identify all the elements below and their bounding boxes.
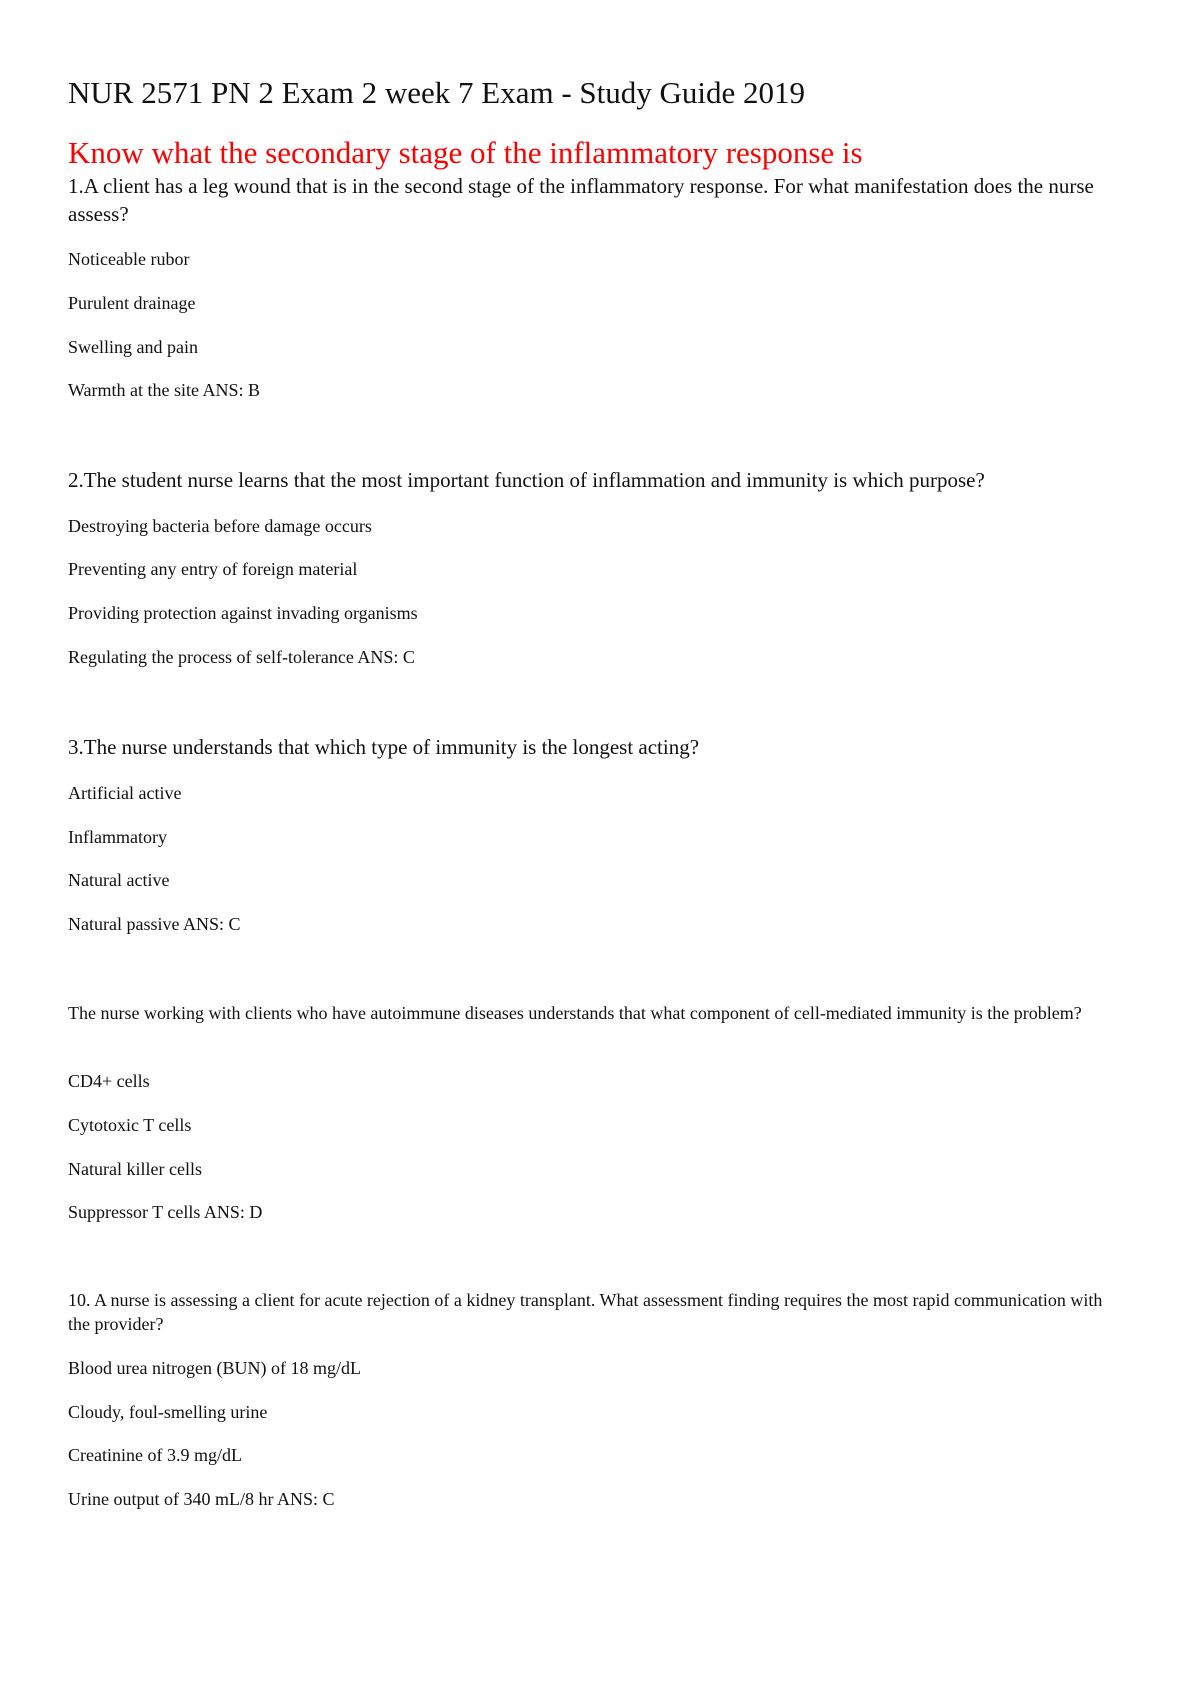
- question-3-option-c: Natural active: [68, 870, 170, 890]
- question-2-option-d: [68, 645, 415, 669]
- question-3-option-a: Artificial active: [68, 783, 182, 803]
- question-10-option-a: Blood urea nitrogen (BUN) of 18 mg/dL: [68, 1358, 361, 1378]
- question-4-option-d: [68, 1200, 262, 1224]
- question-4-option-c: Natural killer cells: [68, 1159, 202, 1179]
- option-label: Warmth at the site: [68, 380, 200, 400]
- option-label: Suppressor T cells: [68, 1202, 201, 1222]
- option-label: Natural passive: [68, 914, 180, 934]
- option-label: Regulating the process of self-tolerance: [68, 647, 354, 667]
- question-3-option-b: Inflammatory: [68, 827, 167, 847]
- answer-key: ANS: D: [203, 1202, 263, 1222]
- document-title: NUR 2571 PN 2 Exam 2 week 7 Exam - Study Guide 2019: [68, 75, 806, 110]
- question-10-text: 10. A nurse is assessing a client for acute rejection of a kidney transplant. What assessment finding requires the most rapid communication with the provider?: [68, 1290, 1103, 1334]
- question-4-text: The nurse working with clients who have autoimmune diseases understands that what component of cell-mediated immunity is the problem?: [68, 1003, 1082, 1023]
- answer-key: ANS: B: [202, 380, 261, 400]
- question-4-option-b: Cytotoxic T cells: [68, 1115, 192, 1135]
- question-10-option-b: Cloudy, foul-smelling urine: [68, 1402, 268, 1422]
- question-4-option-a: CD4+ cells: [68, 1071, 150, 1091]
- question-1-option-b: Purulent drainage: [68, 293, 196, 313]
- option-label: Urine output of 340 mL/8 hr: [68, 1489, 274, 1509]
- question-3-text: 3.The nurse understands that which type of immunity is the longest acting?: [68, 735, 700, 759]
- section-heading: Know what the secondary stage of the inflammatory response is: [68, 135, 863, 170]
- question-1-option-a: Noticeable rubor: [68, 249, 190, 269]
- question-2-option-c: Providing protection against invading organisms: [68, 603, 418, 623]
- question-10-option-c: Creatinine of 3.9 mg/dL: [68, 1445, 242, 1465]
- question-3-option-d: [68, 912, 241, 936]
- question-1-option-d: [68, 378, 260, 402]
- answer-key: ANS: C: [357, 647, 415, 667]
- question-2-text: 2.The student nurse learns that the most important function of inflammation and immunity is which purpose?: [68, 468, 985, 492]
- question-2-option-b: Preventing any entry of foreign material: [68, 559, 358, 579]
- answer-key: ANS: C: [182, 914, 241, 934]
- question-1-option-c: Swelling and pain: [68, 337, 198, 357]
- question-1-text: 1.A client has a leg wound that is in the second stage of the inflammatory response. For what manifestation does the nurse assess?: [68, 174, 1094, 226]
- question-2-option-a: Destroying bacteria before damage occurs: [68, 516, 372, 536]
- answer-key: ANS: C: [277, 1489, 335, 1509]
- question-10-option-d: [68, 1487, 335, 1511]
